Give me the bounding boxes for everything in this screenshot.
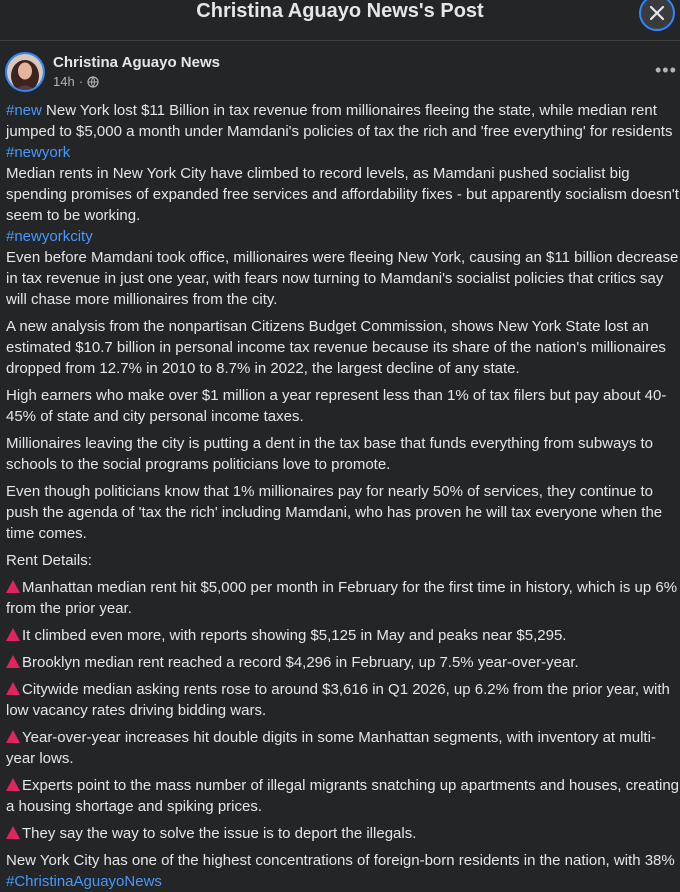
bullet-item: It climbed even more, with reports showing $5,125 in May and peaks near $5,295.	[6, 625, 680, 646]
red-triangle-icon	[6, 628, 20, 641]
post-paragraph: High earners who make over $1 million a year represent less than 1% of tax filers but pay about 40-45% of state and city personal income taxes.	[6, 387, 667, 425]
red-triangle-icon	[6, 682, 20, 695]
hashtag-link[interactable]: #newyork	[6, 144, 71, 161]
red-triangle-icon	[6, 778, 20, 791]
globe-icon	[87, 76, 99, 88]
post-line	[6, 226, 680, 247]
dialog-header	[0, 0, 680, 41]
red-triangle-icon	[6, 655, 20, 668]
red-triangle-icon	[6, 730, 20, 743]
rent-details-heading: Rent Details:	[6, 552, 92, 569]
closing-line: New York City has one of the highest concentrations of foreign-born residents in the nation, with 38%	[6, 852, 675, 869]
more-options-button[interactable]: •••	[655, 60, 677, 80]
post-paragraph: A new analysis from the nonpartisan Citizens Budget Commission, shows New York State lost an estimated $10.7 billion in personal income tax revenue because its share of the nation's millionaires dropped from 12.7% in 2010 to 8.7% in 2022, the largest decline of any state.	[6, 318, 666, 377]
post-paragraph: Even though politicians know that 1% millionaires pay for nearly 50% of services, they continue to push the agenda of 'tax the rich' including Mamdani, who has proven he will tax everyone when the time comes.	[6, 483, 663, 542]
avatar-image	[7, 54, 43, 90]
post-content	[6, 100, 680, 892]
post-paragraph: Millionaires leaving the city is putting a dent in the tax base that funds everything from subways to schools to the social programs politicians love to promote.	[6, 435, 654, 473]
meta-separator: ·	[78, 74, 84, 89]
close-button[interactable]	[639, 0, 675, 31]
hashtag-link[interactable]: #ChristinaAguayoNews	[6, 873, 162, 890]
dialog-title: Christina Aguayo News's Post	[196, 0, 484, 22]
bullet-item: They say the way to solve the issue is to deport the illegals.	[6, 823, 680, 844]
bullet-item: Manhattan median rent hit $5,000 per month in February for the first time in history, which is up 6% from the prior year.	[6, 579, 678, 617]
bullet-item: Brooklyn median rent reached a record $4,296 in February, up 7.5% year-over-year.	[6, 652, 680, 673]
avatar[interactable]	[5, 52, 45, 92]
author-name[interactable]: Christina Aguayo News	[53, 54, 220, 71]
hashtag-link[interactable]: #newyorkcity	[6, 228, 93, 245]
post-line: Median rents in New York City have climbed to record levels, as Mamdani pushed socialist big spending promises of expanded free services and affordability fixes - but apparently socialism doesn't seem to be working.	[6, 165, 679, 224]
close-icon	[649, 5, 665, 21]
post-time[interactable]: 14h	[53, 74, 75, 89]
post-meta	[53, 74, 99, 89]
bullet-item: Experts point to the mass number of illegal migrants snatching up apartments and houses, creating a housing shortage and spiking prices.	[6, 777, 680, 815]
red-triangle-icon	[6, 826, 20, 839]
bullet-item: Year-over-year increases hit double digits in some Manhattan segments, with inventory at multi-year lows.	[6, 729, 656, 767]
post-line: Even before Mamdani took office, millionaires were fleeing New York, causing an $11 billion decrease in tax revenue in just one year, with fears now turning to Mamdani's socialist policies that critics say will chase more millionaires from the city.	[6, 249, 679, 308]
hashtag-link[interactable]: #new	[6, 102, 42, 119]
bullet-item: Citywide median asking rents rose to around $3,616 in Q1 2026, up 6.2% from the prior year, with low vacancy rates driving bidding wars.	[6, 681, 670, 719]
red-triangle-icon	[6, 580, 20, 593]
post-line	[6, 142, 680, 163]
post-line: #new New York lost $11 Billion in tax revenue from millionaires fleeing the state, while median rent jumped to $5,000 a month under Mamdani's policies of tax the rich and 'free everything' for residents	[6, 102, 673, 140]
